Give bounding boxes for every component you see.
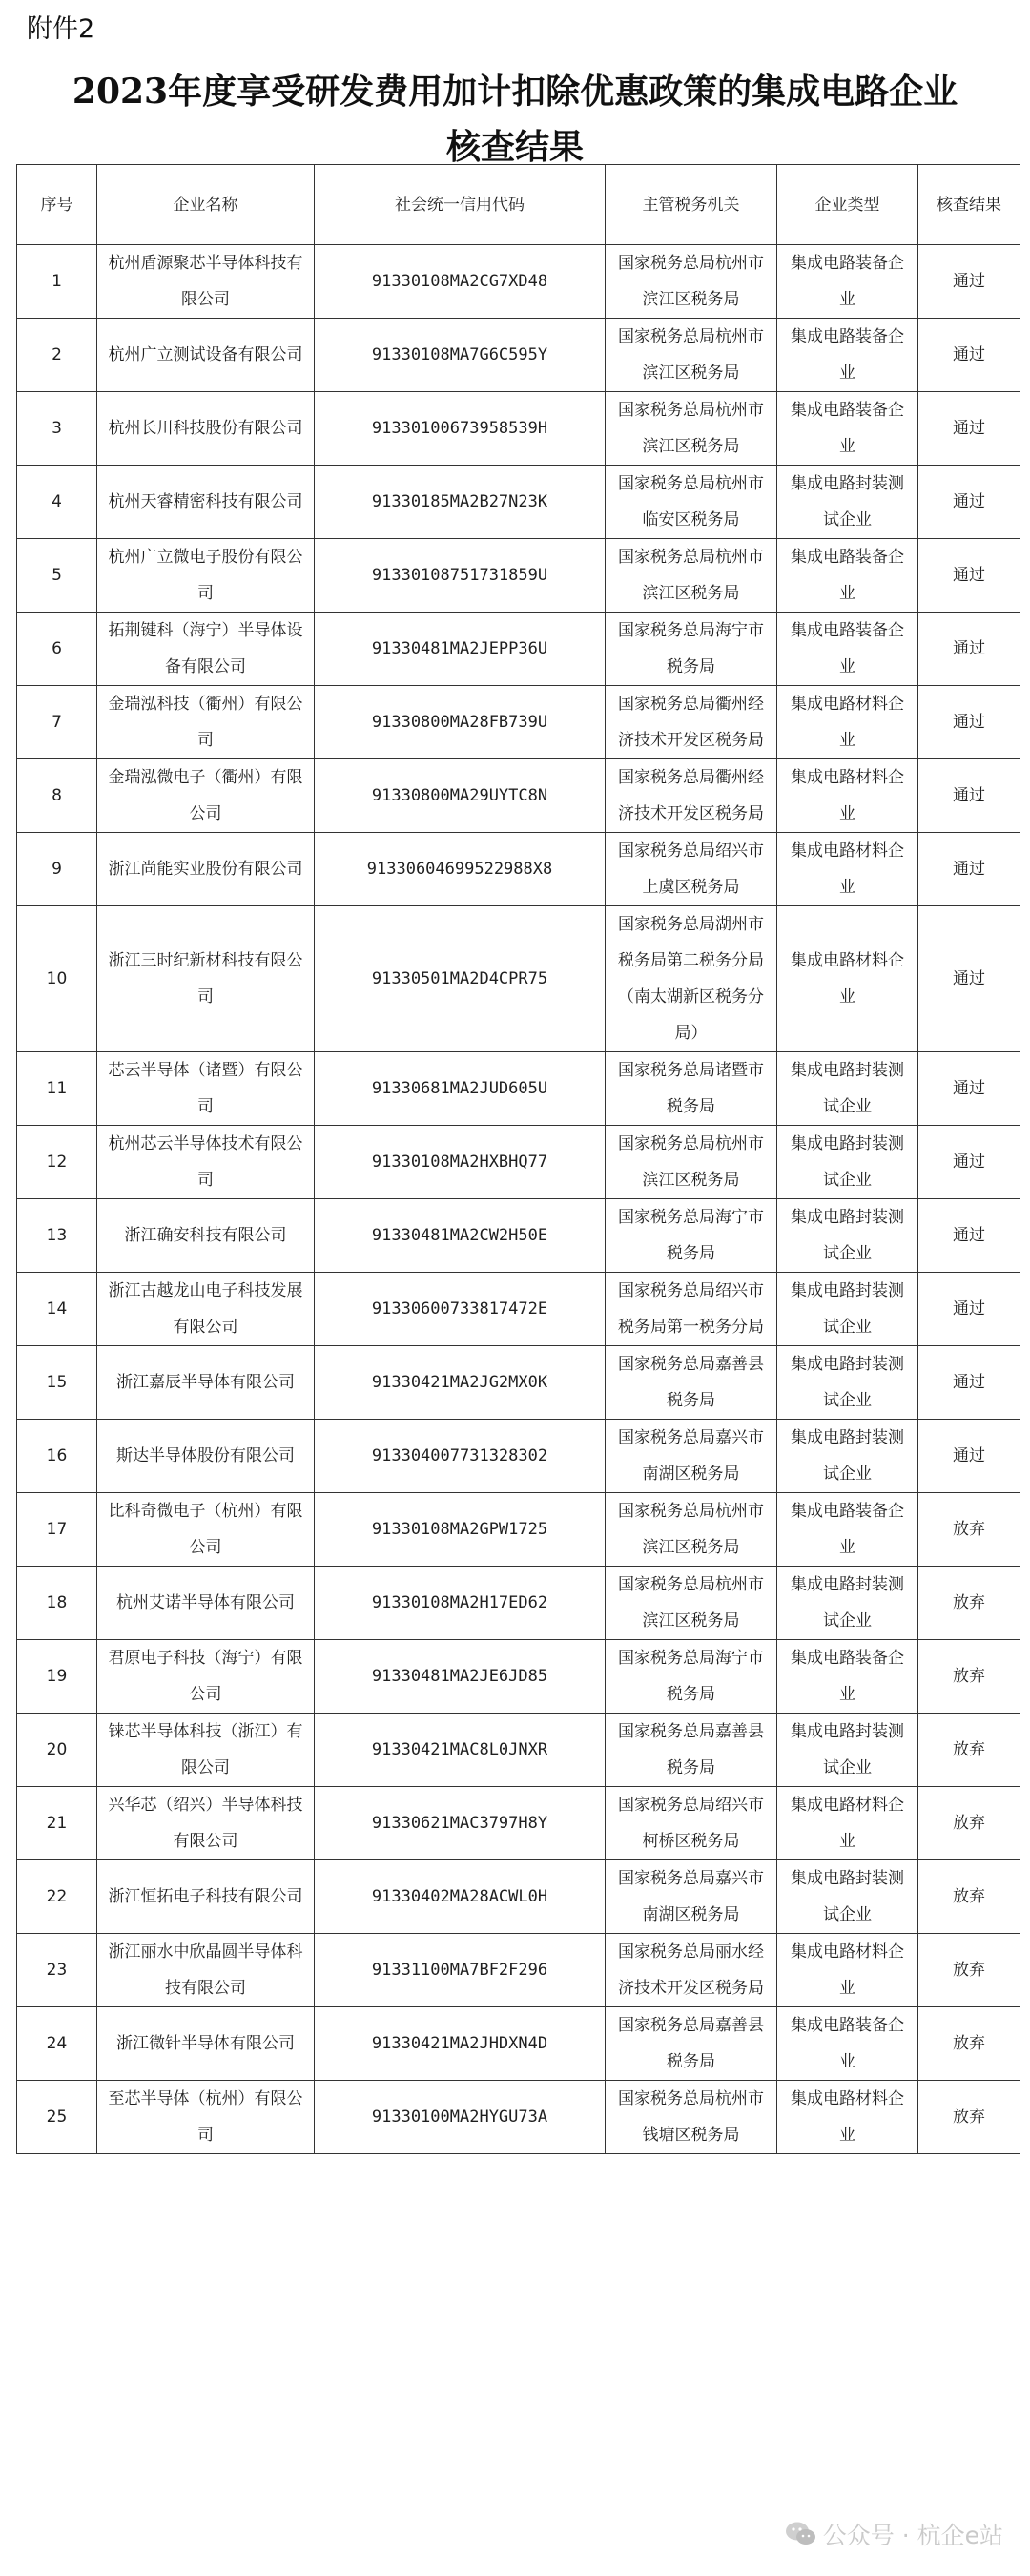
row-no: 3 [17,392,97,466]
row-tax-authority: 国家税务总局衢州经济技术开发区税务局 [606,759,777,833]
row-company-name: 杭州长川科技股份有限公司 [97,392,315,466]
row-result: 放弃 [918,1860,1020,1934]
wechat-icon [785,2521,817,2547]
table-row [17,833,1020,906]
results-table [16,164,1020,2154]
table-row [17,613,1020,686]
row-company-type: 集成电路装备企业 [777,613,918,686]
row-result: 通过 [918,1273,1020,1346]
watermark [785,2517,1003,2551]
row-tax-authority: 国家税务总局嘉兴市南湖区税务局 [606,1420,777,1493]
table-row [17,1052,1020,1126]
row-result: 通过 [918,1052,1020,1126]
row-company-name: 金瑞泓微电子（衢州）有限公司 [97,759,315,833]
table-row [17,245,1020,319]
row-credit-code: 91331100MA7BF2F296 [315,1934,606,2007]
row-company-type: 集成电路封装测试企业 [777,1567,918,1640]
row-company-type: 集成电路封装测试企业 [777,1126,918,1199]
row-no: 20 [17,1714,97,1787]
row-company-name: 浙江丽水中欣晶圆半导体科技有限公司 [97,1934,315,2007]
row-no: 22 [17,1860,97,1934]
row-company-type: 集成电路材料企业 [777,1934,918,2007]
table-row [17,1567,1020,1640]
row-result: 通过 [918,833,1020,906]
row-no: 1 [17,245,97,319]
row-company-name: 浙江确安科技有限公司 [97,1199,315,1273]
row-company-type: 集成电路封装测试企业 [777,1346,918,1420]
row-tax-authority: 国家税务总局丽水经济技术开发区税务局 [606,1934,777,2007]
row-result: 放弃 [918,1714,1020,1787]
row-credit-code: 91330681MA2JUD605U [315,1052,606,1126]
row-credit-code: 91330604699522988X8 [315,833,606,906]
row-tax-authority: 国家税务总局杭州市滨江区税务局 [606,392,777,466]
row-company-name: 浙江尚能实业股份有限公司 [97,833,315,906]
header-result: 核查结果 [918,165,1020,245]
row-credit-code: 91330421MA2JG2MX0K [315,1346,606,1420]
row-tax-authority: 国家税务总局嘉兴市南湖区税务局 [606,1860,777,1934]
row-company-name: 杭州广立微电子股份有限公司 [97,539,315,613]
row-company-type: 集成电路封装测试企业 [777,1273,918,1346]
table-row [17,1934,1020,2007]
row-credit-code: 91330481MA2JEPP36U [315,613,606,686]
row-tax-authority: 国家税务总局湖州市税务局第二税务分局（南太湖新区税务分局） [606,906,777,1052]
table-row [17,319,1020,392]
row-credit-code: 91330800MA28FB739U [315,686,606,759]
row-credit-code: 91330402MA28ACWL0H [315,1860,606,1934]
attachment-label: 附件2 [27,14,95,44]
table-row [17,1273,1020,1346]
row-credit-code: 91330100673958539H [315,392,606,466]
row-tax-authority: 国家税务总局杭州市滨江区税务局 [606,539,777,613]
row-company-name: 杭州艾诺半导体有限公司 [97,1567,315,1640]
row-credit-code: 91330481MA2CW2H50E [315,1199,606,1273]
row-result: 放弃 [918,1493,1020,1567]
table-row [17,686,1020,759]
table-row [17,392,1020,466]
row-tax-authority: 国家税务总局海宁市税务局 [606,1640,777,1714]
row-credit-code: 91330185MA2B27N23K [315,466,606,539]
row-tax-authority: 国家税务总局绍兴市柯桥区税务局 [606,1787,777,1860]
row-result: 通过 [918,1199,1020,1273]
row-credit-code: 91330421MA2JHDXN4D [315,2007,606,2081]
header-company-name: 企业名称 [97,165,315,245]
row-tax-authority: 国家税务总局嘉善县税务局 [606,1714,777,1787]
row-company-type: 集成电路装备企业 [777,392,918,466]
row-tax-authority: 国家税务总局绍兴市税务局第一税务分局 [606,1273,777,1346]
row-company-name: 杭州天睿精密科技有限公司 [97,466,315,539]
row-tax-authority: 国家税务总局杭州市滨江区税务局 [606,1567,777,1640]
table-row [17,759,1020,833]
row-result: 通过 [918,319,1020,392]
row-company-name: 铼芯半导体科技（浙江）有限公司 [97,1714,315,1787]
row-company-name: 斯达半导体股份有限公司 [97,1420,315,1493]
row-result: 放弃 [918,1567,1020,1640]
row-result: 通过 [918,466,1020,539]
row-company-type: 集成电路材料企业 [777,2081,918,2154]
row-no: 12 [17,1126,97,1199]
row-company-type: 集成电路装备企业 [777,1640,918,1714]
row-company-type: 集成电路封装测试企业 [777,1714,918,1787]
row-no: 13 [17,1199,97,1273]
row-company-name: 金瑞泓科技（衢州）有限公司 [97,686,315,759]
row-no: 15 [17,1346,97,1420]
row-tax-authority: 国家税务总局衢州经济技术开发区税务局 [606,686,777,759]
row-result: 通过 [918,759,1020,833]
row-result: 放弃 [918,2081,1020,2154]
row-no: 8 [17,759,97,833]
row-no: 10 [17,906,97,1052]
row-no: 23 [17,1934,97,2007]
row-credit-code: 91330800MA29UYTC8N [315,759,606,833]
header-no: 序号 [17,165,97,245]
row-company-name: 芯云半导体（诸暨）有限公司 [97,1052,315,1126]
row-result: 放弃 [918,1640,1020,1714]
row-result: 通过 [918,1126,1020,1199]
row-no: 2 [17,319,97,392]
row-tax-authority: 国家税务总局杭州市滨江区税务局 [606,319,777,392]
row-credit-code: 91330108MA2CG7XD48 [315,245,606,319]
row-result: 通过 [918,539,1020,613]
row-tax-authority: 国家税务总局海宁市税务局 [606,1199,777,1273]
row-no: 16 [17,1420,97,1493]
row-company-type: 集成电路装备企业 [777,539,918,613]
table-row [17,1714,1020,1787]
table-row [17,1346,1020,1420]
table-row [17,2007,1020,2081]
row-result: 放弃 [918,2007,1020,2081]
row-company-name: 兴华芯（绍兴）半导体科技有限公司 [97,1787,315,1860]
table-row [17,1493,1020,1567]
row-result: 通过 [918,686,1020,759]
header-company-type: 企业类型 [777,165,918,245]
row-credit-code: 91330600733817472E [315,1273,606,1346]
row-no: 14 [17,1273,97,1346]
row-no: 5 [17,539,97,613]
document-title: 2023年度享受研发费用加计扣除优惠政策的集成电路企业 [72,72,958,112]
table-row [17,1860,1020,1934]
table-row [17,1420,1020,1493]
table-row [17,1640,1020,1714]
row-company-name: 至芯半导体（杭州）有限公司 [97,2081,315,2154]
row-tax-authority: 国家税务总局杭州市滨江区税务局 [606,1493,777,1567]
row-company-type: 集成电路封装测试企业 [777,1420,918,1493]
row-no: 21 [17,1787,97,1860]
table-row [17,1787,1020,1860]
row-no: 6 [17,613,97,686]
table-row [17,1199,1020,1273]
row-tax-authority: 国家税务总局杭州市滨江区税务局 [606,1126,777,1199]
row-tax-authority: 国家税务总局杭州市临安区税务局 [606,466,777,539]
table-row [17,906,1020,1052]
row-credit-code: 91330400773132830​2 [315,1420,606,1493]
row-no: 25 [17,2081,97,2154]
row-result: 通过 [918,245,1020,319]
row-result: 通过 [918,1420,1020,1493]
row-credit-code: 91330108751731859U [315,539,606,613]
table-body [17,245,1020,2154]
row-no: 19 [17,1640,97,1714]
row-result: 通过 [918,1346,1020,1420]
row-company-name: 浙江嘉辰半导体有限公司 [97,1346,315,1420]
row-tax-authority: 国家税务总局诸暨市税务局 [606,1052,777,1126]
header-tax-authority: 主管税务机关 [606,165,777,245]
row-credit-code: 91330421MAC8L0JNXR [315,1714,606,1787]
row-company-name: 君原电子科技（海宁）有限公司 [97,1640,315,1714]
row-company-type: 集成电路装备企业 [777,319,918,392]
row-company-name: 杭州广立测试设备有限公司 [97,319,315,392]
row-no: 18 [17,1567,97,1640]
row-no: 4 [17,466,97,539]
row-credit-code: 91330108MA2H17ED62 [315,1567,606,1640]
watermark-text: 公众号 · 杭企e站 [822,2522,1003,2549]
row-company-type: 集成电路装备企业 [777,1493,918,1567]
table-row [17,539,1020,613]
row-credit-code: 91330108MA7G6C595Y [315,319,606,392]
row-no: 9 [17,833,97,906]
row-company-type: 集成电路封装测试企业 [777,1052,918,1126]
row-result: 通过 [918,392,1020,466]
row-no: 11 [17,1052,97,1126]
row-result: 通过 [918,906,1020,1052]
row-company-type: 集成电路材料企业 [777,686,918,759]
row-tax-authority: 国家税务总局杭州市滨江区税务局 [606,245,777,319]
row-company-type: 集成电路装备企业 [777,245,918,319]
row-company-name: 浙江三时纪新材科技有限公司 [97,906,315,1052]
row-company-type: 集成电路材料企业 [777,1787,918,1860]
table-header-row [17,165,1020,245]
row-result: 放弃 [918,1787,1020,1860]
row-company-name: 杭州盾源聚芯半导体科技有限公司 [97,245,315,319]
row-result: 放弃 [918,1934,1020,2007]
row-company-name: 浙江微针半导体有限公司 [97,2007,315,2081]
row-company-type: 集成电路封装测试企业 [777,466,918,539]
row-company-name: 浙江恒拓电子科技有限公司 [97,1860,315,1934]
row-company-name: 拓荆键科（海宁）半导体设备有限公司 [97,613,315,686]
row-credit-code: 91330108MA2GPW1725 [315,1493,606,1567]
row-company-name: 比科奇微电子（杭州）有限公司 [97,1493,315,1567]
row-no: 17 [17,1493,97,1567]
row-company-name: 杭州芯云半导体技术有限公司 [97,1126,315,1199]
row-credit-code: 91330108MA2HXBHQ77 [315,1126,606,1199]
row-credit-code: 91330100MA2HYGU73A [315,2081,606,2154]
table-row [17,1126,1020,1199]
row-company-type: 集成电路材料企业 [777,833,918,906]
row-tax-authority: 国家税务总局嘉善县税务局 [606,2007,777,2081]
row-company-type: 集成电路材料企业 [777,906,918,1052]
row-company-type: 集成电路封装测试企业 [777,1860,918,1934]
row-company-type: 集成电路材料企业 [777,759,918,833]
row-tax-authority: 国家税务总局嘉善县税务局 [606,1346,777,1420]
table-row [17,2081,1020,2154]
row-no: 7 [17,686,97,759]
row-credit-code: 91330501MA2D4CPR75 [315,906,606,1052]
table-row [17,466,1020,539]
document-subtitle: 核查结果 [445,127,584,167]
row-tax-authority: 国家税务总局杭州市钱塘区税务局 [606,2081,777,2154]
row-company-name: 浙江古越龙山电子科技发展有限公司 [97,1273,315,1346]
row-tax-authority: 国家税务总局绍兴市上虞区税务局 [606,833,777,906]
row-credit-code: 91330481MA2JE6JD85 [315,1640,606,1714]
row-credit-code: 91330621MAC3797H8Y [315,1787,606,1860]
row-tax-authority: 国家税务总局海宁市税务局 [606,613,777,686]
row-no: 24 [17,2007,97,2081]
row-result: 通过 [918,613,1020,686]
row-company-type: 集成电路封装测试企业 [777,1199,918,1273]
row-company-type: 集成电路装备企业 [777,2007,918,2081]
header-credit-code: 社会统一信用代码 [315,165,606,245]
